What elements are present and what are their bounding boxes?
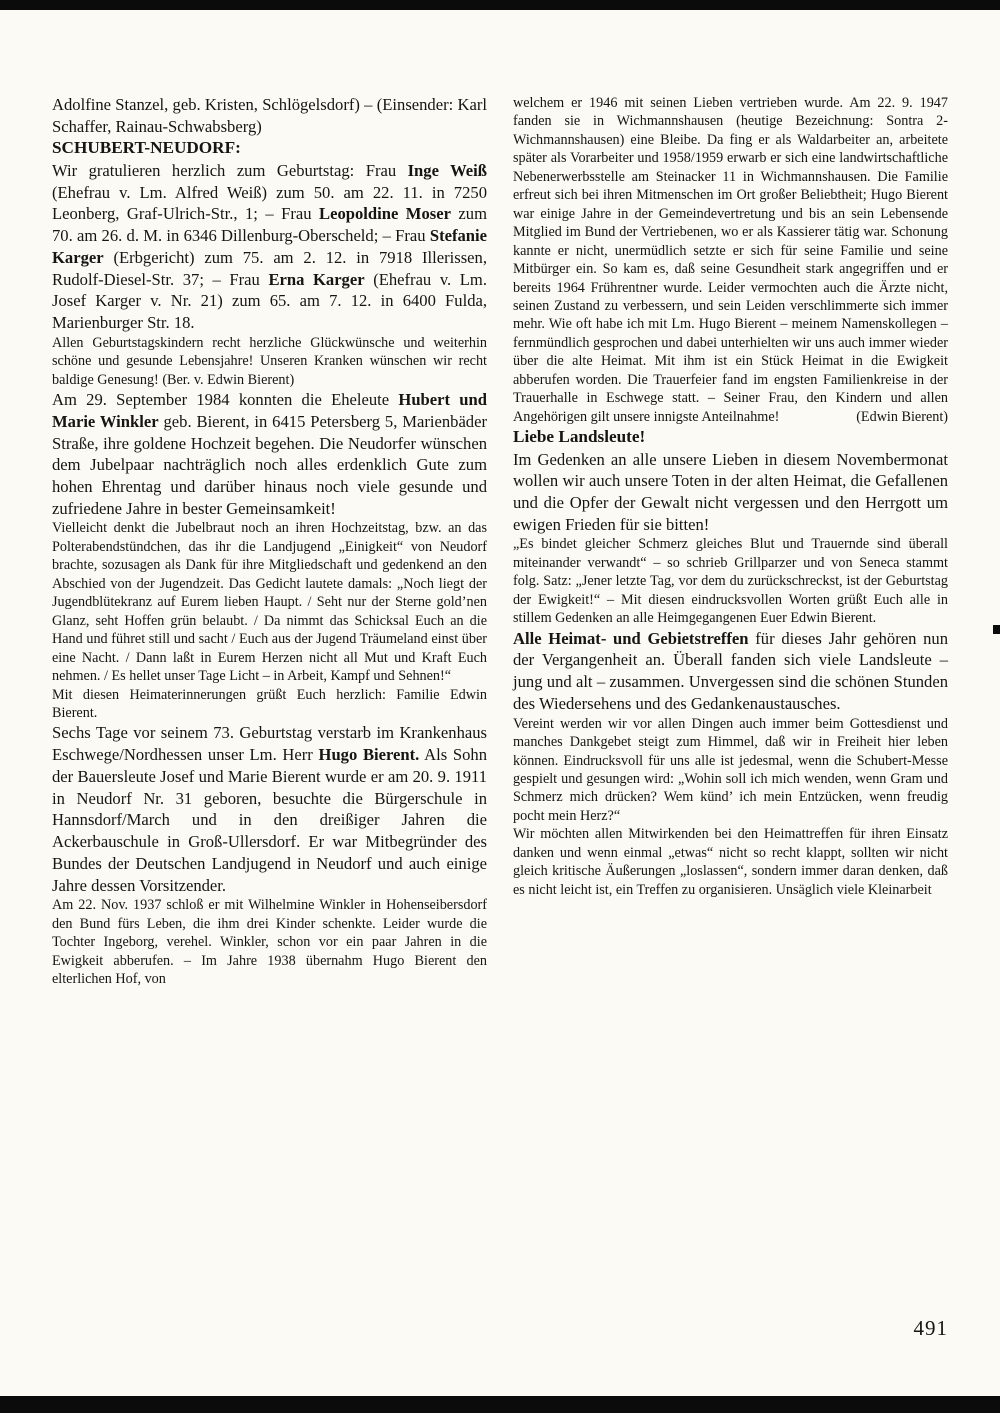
body-text: für dieses Jahr gehören nun der Vergangenheit an. Überall fanden sich viele Landsleute – jung und alt – zusammen. Unvergessen sind die schönen Stunden des Wiedersehens und des Gedankenaustausches. (513, 628, 948, 713)
right-column (513, 94, 948, 989)
emphasized-text: Leopoldine Moser (319, 204, 451, 224)
paragraph (513, 449, 948, 536)
emphasized-text: Alle Heimat- und Gebietstreffen (513, 628, 749, 648)
emphasized-text: Stefanie Karger (52, 226, 487, 267)
scan-edge-top (0, 0, 1000, 10)
paragraph (513, 628, 948, 715)
section-heading (52, 137, 487, 159)
paragraph (513, 825, 948, 899)
paragraph (52, 94, 487, 137)
paragraph (513, 715, 948, 826)
body-text: geb. Bierent, in 6415 Petersberg 5, Marienbäder Straße, ihre goldene Hochzeit begehen. Die Neudorfer wünschen dem Jubelpaar nachträglich noch alles erdenklich Gute zum hohen Ehrentag und darüber hinaus noch viele gesunde und zufriedene Jahre in bester Gemeinsamkeit! (52, 411, 487, 518)
scan-edge-bottom (0, 1396, 1000, 1413)
body-text: Wir gratulieren herzlich zum Geburtstag: Frau (52, 160, 408, 180)
body-text: Vielleicht denkt die Jubelbraut noch an ihren Hochzeitstag, bzw. an das Polterabendstündchen, das ihr die Landjugend „Einigkeit“ von Neudorf brachte, sozusagen als Dank für ihre Mitgliedschaft und gedenkend an den Abschied von der Jugendzeit. Das Gedicht lautete damals: „Noch liegt der Jugendblütekranz auf Eurem lieben Haupt. / Seht nur der Sterne gold’nen Glanz, seht Hoffen grün belaubt. / Da nimmt das Schicksal Euch an die Hand und führet still und sacht / Euch aus der Jugend Träumeland einst über eine Nacht. / Dann laßt in Eurem Herzen nicht all Mut und Kraft Euch nehmen. / Es hellet unser Tage Licht – in Arbeit, Kampf und Sehnen!“ (52, 520, 487, 685)
section-heading (513, 426, 948, 448)
body-text: (Ehefrau v. Lm. Josef Karger v. Nr. 21) zum 65. am 7. 12. in 6400 Fulda, Marienburger Str. 18. (52, 269, 487, 332)
page-content (52, 94, 948, 989)
body-text: (Edwin Bierent) (856, 408, 948, 425)
paragraph (52, 160, 487, 334)
body-text: Sechs Tage vor seinem 73. Geburtstag verstarb im Krankenhaus Eschwege/Nordhessen unser Lm. Herr (52, 723, 487, 765)
body-text: Mit diesen Heimaterinnerungen grüßt Euch herzlich: Familie Edwin Bierent. (52, 686, 487, 721)
body-text: „Es bindet gleicher Schmerz gleiches Blut und Trauernde sind überall miteinander verwandt“ – so schrieb Grillparzer und von Seneca stammt folg. Satz: „Jener letzte Tag, vor dem du zurückschreckst, ist der Geburtstag der Ewigkeit!“ – Mit diesen eindrucksvollen Worten grüßt Euch alle in stillem Gedenken an alle Heimgegangenen Euer Edwin Bierent. (513, 536, 948, 627)
emphasized-text: SCHUBERT-NEUDORF: (52, 138, 241, 158)
paragraph (513, 94, 948, 426)
paragraph (513, 535, 948, 627)
paragraph (52, 896, 487, 988)
emphasized-text: Hubert und Marie Winkler (52, 390, 487, 431)
body-text: Am 22. Nov. 1937 schloß er mit Wilhelmine Winkler in Hohenseibersdorf den Bund fürs Leben, die ihm drei Kinder schenkte. Leider wurde die Tochter Ingeborg, verehel. Winkler, schon vor ein paar Jahren in die Ewigkeit abberufen. – Im Jahre 1938 übernahm Hugo Bierent den elterlichen Hof, von (52, 897, 487, 988)
body-text: Adolfine Stanzel, geb. Kristen, Schlögelsdorf) – (Einsender: Karl Schaffer, Rainau-Schwabsberg) (52, 95, 487, 136)
paragraph (52, 722, 487, 896)
body-text: Wir möchten allen Mitwirkenden bei den Heimattreffen für ihren Einsatz danken und wenn einmal „etwas“ nicht so recht klappt, sollten wir nicht gleich kritische Äußerungen „loslassen“, sondern immer daran denken, daß es nicht leicht ist, ein Treffen zu organisieren. Unsäglich viele Kleinarbeit (513, 826, 948, 898)
emphasized-text: Liebe Landsleute! (513, 427, 646, 447)
page-number: 491 (913, 1316, 948, 1340)
body-text: Vereint werden wir vor allen Dingen auch immer beim Gottesdienst und manches Dankgebet steigt zum Himmel, daß wir in Freiheit hier leben können. Eindrucksvoll für uns alle ist jedesmal, wenn die Schubert-Messe gespielt und gesungen wird: „Wohin soll ich mich wenden, wenn Gram und Schmerz mich drücken? Wem künd’ ich mein Entzücken, wenn freudig pocht mein Herz?“ (513, 715, 948, 824)
body-text: zum 70. am 26. d. M. in 6346 Dillenburg-Oberscheld; – Frau (52, 204, 487, 246)
emphasized-text: Inge Weiß (407, 160, 487, 180)
body-text: Allen Geburtstagskindern recht herzliche Glückwünsche und weiterhin schöne und gesunde Lebensjahre! Unseren Kranken wünschen wir recht baldige Genesung! (Ber. v. Edwin Bierent) (52, 334, 487, 388)
emphasized-text: Hugo Bierent. (318, 745, 420, 765)
body-text: Als Sohn der Bauersleute Josef und Marie Bierent wurde er am 20. 9. 1911 in Neudorf Nr. 31 geboren, besuchte die Bürgerschule in Hannsdorf/March und in den dreißiger Jahren die Ackerbauschule in Groß-Ullersdorf. Er war Mitbegründer des Bundes der Deutschen Landjugend in Neudorf und auch einige Jahre dessen Vorsitzender. (52, 745, 487, 895)
scan-artifact-mark (993, 625, 1000, 634)
paragraph (52, 519, 487, 685)
body-text: Im Gedenken an alle unsere Lieben in diesem Novembermonat wollen wir auch unsere Toten in der alten Heimat, die Gefallenen und die Opfer der Gewalt nicht vergessen und den Herrgott um ewigen Frieden für sie bitten! (513, 449, 948, 534)
body-text: Am 29. September 1984 konnten die Eheleute (52, 390, 399, 410)
emphasized-text: Erna Karger (268, 269, 365, 289)
body-text: welchem er 1946 mit seinen Lieben vertrieben wurde. Am 22. 9. 1947 fanden sie in Wichmannshausen (heutige Bezeichnung: Sontra 2-Wichmannshausen) eine Bleibe. Da fing er als Waldarbeiter an, arbeitete später als Vorarbeiter und 1958/1959 erwarb er sich eine landwirtschaftliche Nebenerwerbsstelle am Steinacker 11 in Wichmannshausen. Die Familie erfreut sich bei ihren Mitmenschen im Ort großer Beliebtheit; Hugo Bierent war einige Jahre in der Gemeindevertretung und bis an sein Lebensende Mitglied im Bund der Vertriebenen, wo er als Kassierer tätig war. Schonung kannte er nicht, unermüdlich setzte er sich für seine Familie und seine Mitbürger ein. So kam es, daß seine Gesundheit stark angegriffen und er bereits 1964 Frührentner wurde. Leider vermochten auch die Ärzte nicht, seinen Zustand zu verbessern, und sein Leiden verschlimmerte sich immer mehr. Wie oft habe ich mit Lm. Hugo Bierent – meinem Namenskollegen – fernmündlich gesprochen und dabei unterhielten wir uns auch immer wieder über die alte Heimat. Mit ihm ist ein Stück Heimat in die Ewigkeit abberufen worden. Die Trauerfeier fand im engsten Familienkreise in der Trauerhalle in Eschwege statt. – Seiner Frau, den Kindern und allen Angehörigen gilt unsere innigste Anteilnahme! (513, 95, 948, 425)
left-column (52, 94, 487, 989)
paragraph (52, 334, 487, 389)
paragraph (52, 389, 487, 519)
paragraph (52, 686, 487, 723)
body-text: (Erbgericht) zum 75. am 2. 12. in 7918 Illerissen, Rudolf-Diesel-Str. 37; – Frau (52, 247, 487, 289)
body-text: (Ehefrau v. Lm. Alfred Weiß) zum 50. am 22. 11. in 7250 Leonberg, Graf-Ulrich-Str., 1; – Frau (52, 182, 487, 224)
